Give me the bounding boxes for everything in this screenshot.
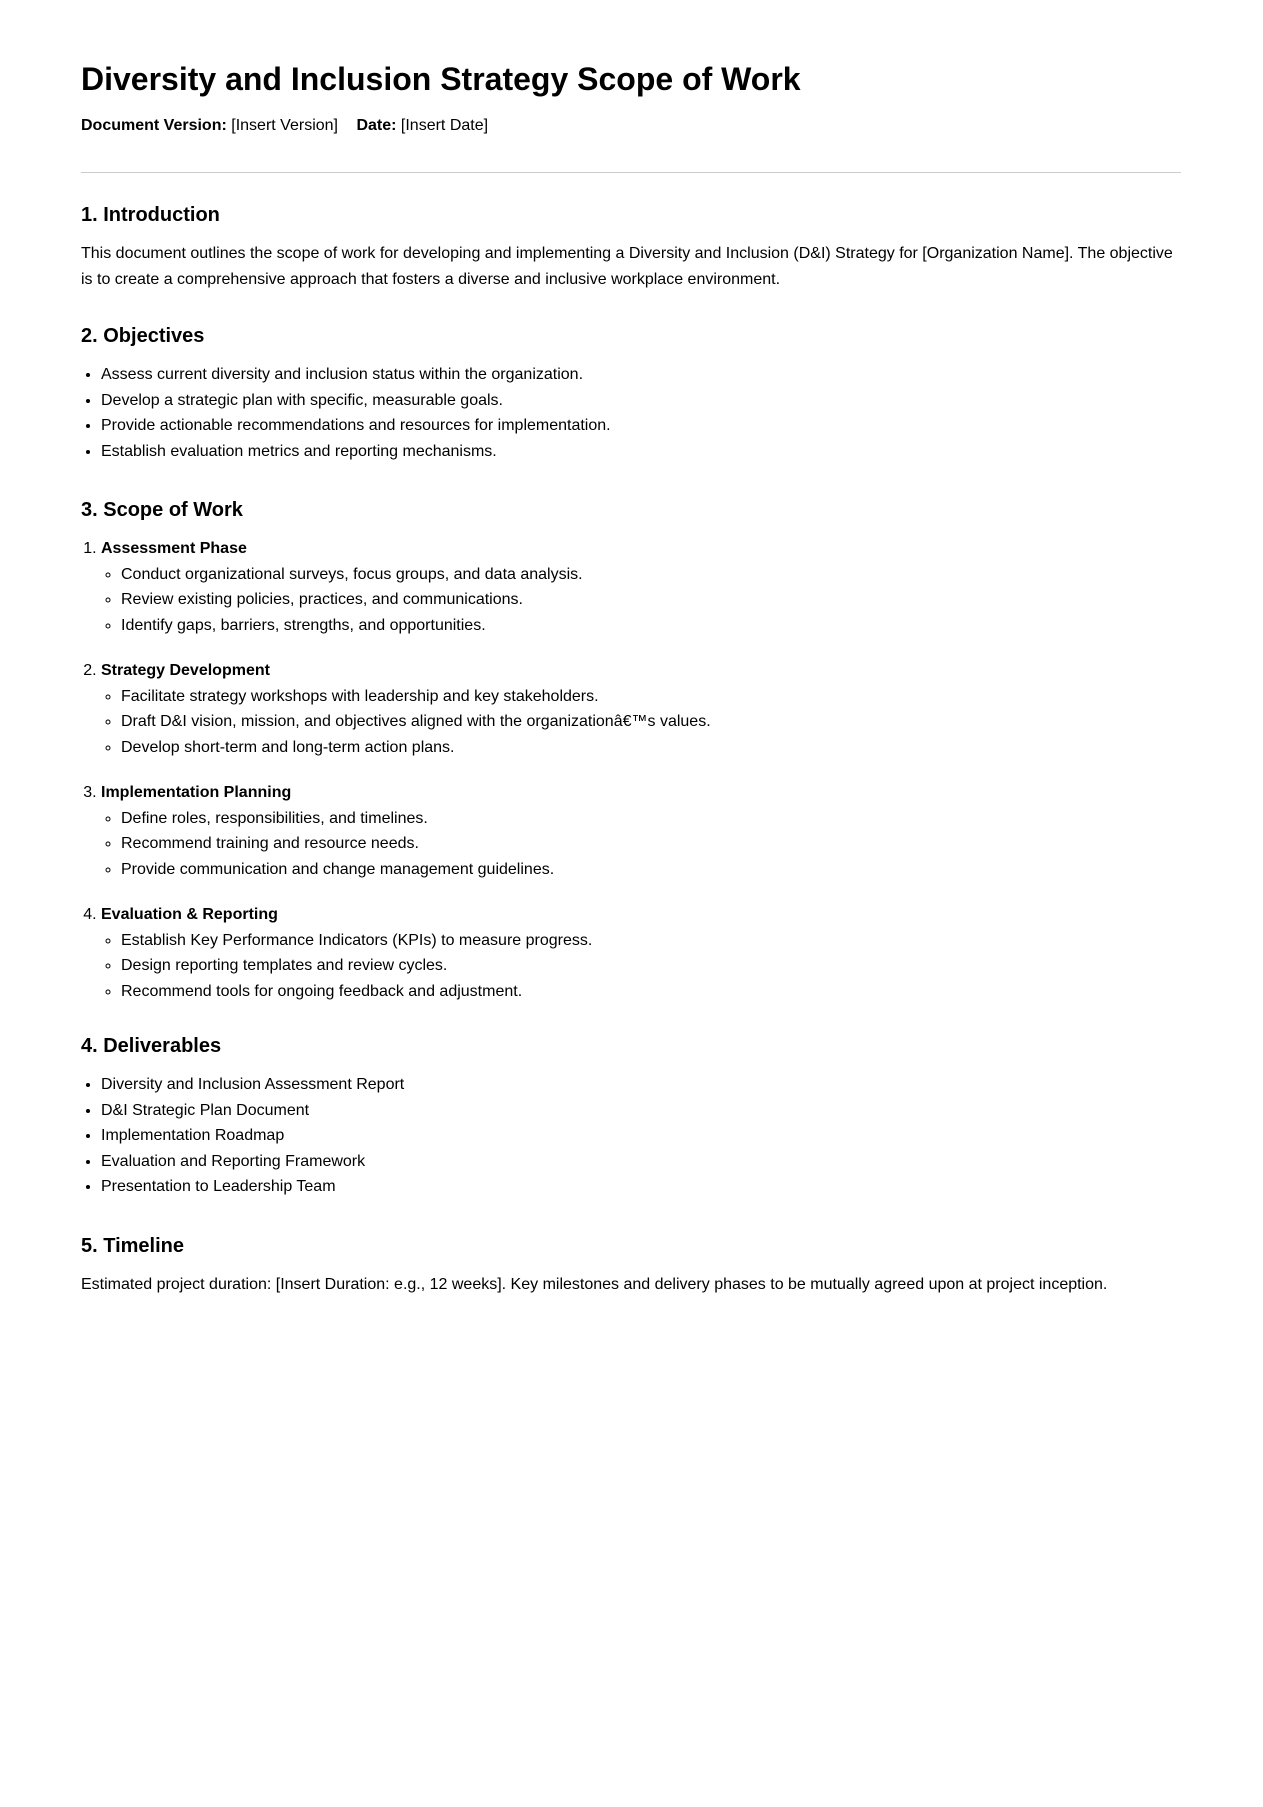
- section-scope: [81, 498, 1181, 1004]
- section-heading: 2. Objectives: [81, 325, 205, 347]
- phase-item: [101, 902, 1181, 1004]
- phase-item: [101, 780, 1181, 882]
- phase-title: Evaluation & Reporting: [101, 906, 278, 923]
- list-item: • Implementation Roadmap: [101, 1123, 1181, 1149]
- section-body: Estimated project duration: [Insert Duration: e.g., 12 weeks]. Key milestones and delivery phases to be mutually agreed upon at project inception.: [81, 1275, 1108, 1293]
- phase-tasks: [101, 684, 1181, 761]
- divider: [81, 172, 1181, 173]
- section-heading: 4. Deliverables: [81, 1035, 222, 1057]
- list-item: ◦ Provide communication and change management guidelines.: [121, 857, 1181, 883]
- list-item: ◦ Review existing policies, practices, and communications.: [121, 587, 1181, 613]
- list-item: • D&I Strategic Plan Document: [101, 1098, 1181, 1124]
- phase-tasks: [101, 806, 1181, 883]
- list-item: • Establish evaluation metrics and reporting mechanisms.: [101, 439, 1181, 465]
- document-meta: [81, 114, 1181, 138]
- deliverables-list: [81, 1072, 1181, 1200]
- list-item: ◦ Conduct organizational surveys, focus groups, and data analysis.: [121, 562, 1181, 588]
- list-item: • Evaluation and Reporting Framework: [101, 1149, 1181, 1175]
- section-heading: 5. Timeline: [81, 1234, 185, 1257]
- list-item: ◦ Establish Key Performance Indicators (KPIs) to measure progress.: [121, 928, 1181, 954]
- phase-title: Implementation Planning: [101, 784, 292, 801]
- phase-title: Strategy Development: [101, 662, 270, 679]
- section-body: This document outlines the scope of work for developing and implementing a Diversity and Inclusion (D&I) Strategy for [Organization Name]. The objective is to create a comprehensive approach that fosters a diverse and inclusive workplace environment.: [81, 245, 1173, 288]
- phase-tasks: [101, 562, 1181, 639]
- list-item: ◦ Design reporting templates and review cycles.: [121, 953, 1181, 979]
- list-item: ◦ Develop short-term and long-term action plans.: [121, 735, 1181, 761]
- list-item: • Provide actionable recommendations and resources for implementation.: [101, 413, 1181, 439]
- list-item: ◦ Draft D&I vision, mission, and objectives aligned with the organizationâ€™s values.: [121, 709, 1181, 735]
- list-item: • Develop a strategic plan with specific, measurable goals.: [101, 388, 1181, 414]
- version-label: Document Version:: [81, 117, 227, 134]
- list-item: • Diversity and Inclusion Assessment Report: [101, 1072, 1181, 1098]
- phase-item: [101, 658, 1181, 760]
- list-item: ◦ Facilitate strategy workshops with leadership and key stakeholders.: [121, 684, 1181, 710]
- objectives-list: [81, 362, 1181, 464]
- list-item: ◦ Define roles, responsibilities, and timelines.: [121, 806, 1181, 832]
- section-heading: 1. Introduction: [81, 204, 220, 226]
- section-introduction: [81, 203, 1181, 292]
- list-item: • Presentation to Leadership Team: [101, 1174, 1181, 1200]
- list-item: • Assess current diversity and inclusion status within the organization.: [101, 362, 1181, 388]
- list-item: ◦ Identify gaps, barriers, strengths, and opportunities.: [121, 613, 1181, 639]
- phase-item: [101, 536, 1181, 638]
- date-value: [Insert Date]: [400, 117, 489, 134]
- section-deliverables: [81, 1034, 1181, 1200]
- list-item: ◦ Recommend training and resource needs.: [121, 831, 1181, 857]
- phase-tasks: [101, 928, 1181, 1005]
- section-heading: 3. Scope of Work: [81, 499, 243, 521]
- list-item: ◦ Recommend tools for ongoing feedback and adjustment.: [121, 979, 1181, 1005]
- phases-list: [81, 536, 1181, 1004]
- date-label: Date:: [356, 117, 397, 134]
- section-timeline: [81, 1234, 1181, 1298]
- section-objectives: [81, 324, 1181, 464]
- phase-title: Assessment Phase: [101, 540, 247, 557]
- version-value: [Insert Version]: [231, 117, 338, 134]
- document-title: Diversity and Inclusion Strategy Scope of Work: [81, 61, 801, 97]
